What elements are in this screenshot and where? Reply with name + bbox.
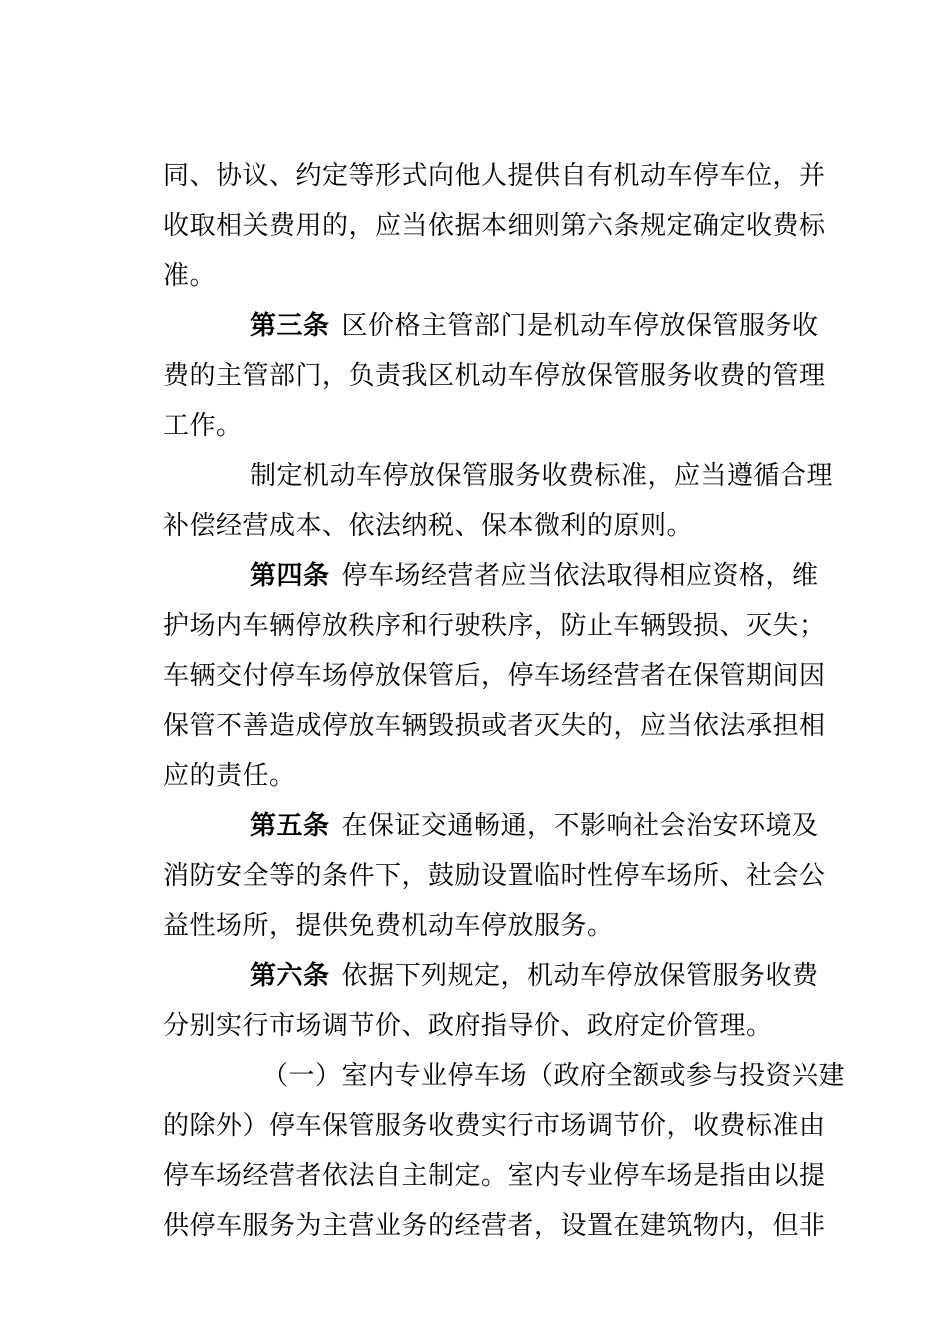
text-line: 补偿经营成本、依法纳税、保本微利的原则。 — [163, 511, 694, 541]
article-heading: 第五条 — [250, 811, 330, 841]
text-line: 消防安全等的条件下，鼓励设置临时性停车场所、社会公 — [163, 861, 826, 891]
article-text: 在保证交通畅通，不影响社会治安环境及 — [341, 811, 819, 841]
article-3-first-line — [250, 308, 910, 344]
article-6-first-line — [250, 958, 910, 994]
text-line: 费的主管部门，负责我区机动车停放保管服务收费的管理 — [163, 361, 826, 391]
text-line: 益性场所，提供免费机动车停放服务。 — [163, 911, 614, 941]
text-line: 车辆交付停车场停放保管后，停车场经营者在保管期间因 — [163, 661, 826, 691]
clause-1-first-line: （一）室内专业停车场（政府全额或参与投资兴建 — [262, 1061, 846, 1091]
article-4-first-line — [250, 558, 910, 594]
article-5-first-line — [250, 808, 910, 844]
text-line: 供停车服务为主营业务的经营者，设置在建筑物内，但非 — [163, 1211, 826, 1241]
article-heading: 第六条 — [250, 961, 330, 991]
article-heading: 第三条 — [250, 311, 330, 341]
text-line: 护场内车辆停放秩序和行驶秩序，防止车辆毁损、灭失； — [163, 611, 826, 641]
text-line: 保管不善造成停放车辆毁损或者灭失的，应当依法承担相 — [163, 711, 826, 741]
text-line: 收取相关费用的，应当依据本细则第六条规定确定收费标 — [163, 211, 826, 241]
text-line: 同、协议、约定等形式向他人提供自有机动车停车位，并 — [163, 161, 826, 191]
text-line: 应的责任。 — [163, 761, 296, 791]
text-line: 停车场经营者依法自主制定。室内专业停车场是指由以提 — [163, 1161, 826, 1191]
article-heading: 第四条 — [250, 561, 330, 591]
text-line: 准。 — [163, 261, 217, 291]
article-text: 停车场经营者应当依法取得相应资格，维 — [341, 561, 819, 591]
article-text: 区价格主管部门是机动车停放保管服务收 — [341, 311, 819, 341]
article-text: 依据下列规定，机动车停放保管服务收费 — [341, 961, 819, 991]
text-line: 工作。 — [163, 411, 243, 441]
text-line: 分别实行市场调节价、政府指导价、政府定价管理。 — [163, 1011, 773, 1041]
text-line: 的除外）停车保管服务收费实行市场调节价，收费标准由 — [163, 1111, 826, 1141]
paragraph-first-line: 制定机动车停放保管服务收费标准，应当遵循合理 — [250, 461, 834, 491]
